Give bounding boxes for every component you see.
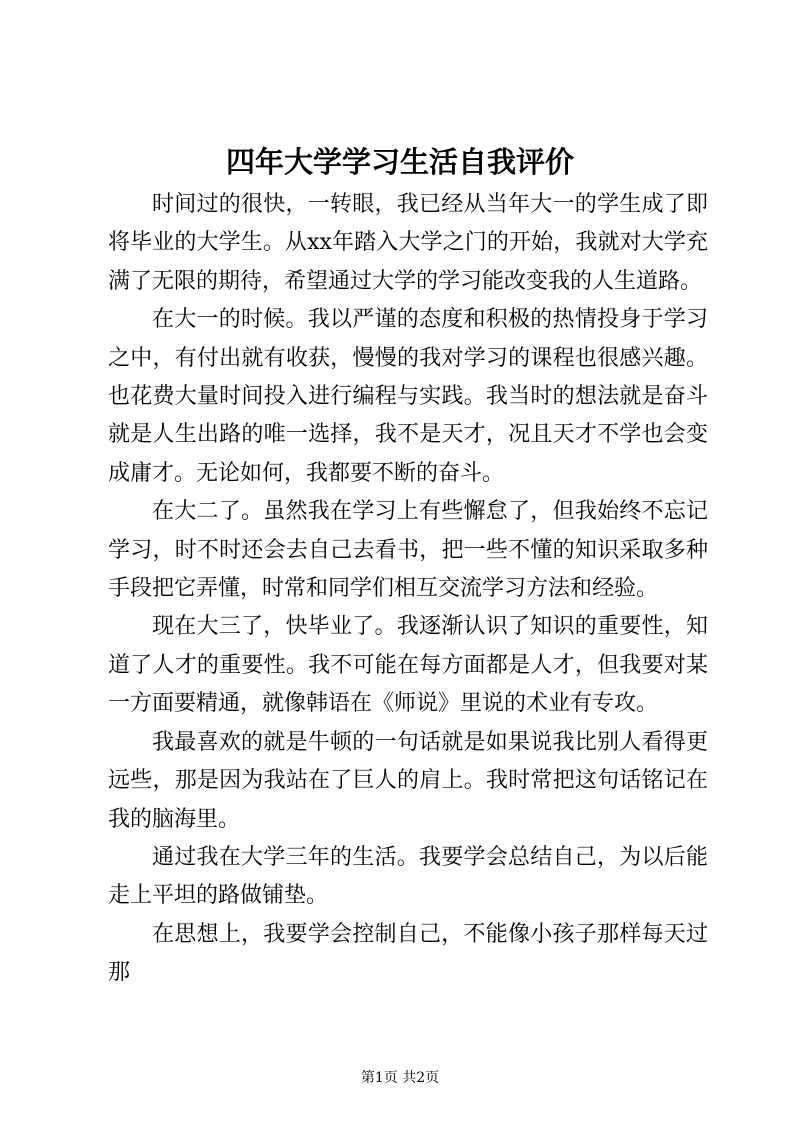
paragraph-4: 现在大三了，快毕业了。我逐渐认识了知识的重要性，知道了人才的重要性。我不可能在每方面都是人才，但我要对某一方面要精通，就像韩语在《师说》里说的术业有专攻。 — [108, 614, 708, 717]
page-footer: 第1页 共2页 — [360, 1070, 440, 1086]
paragraph-3: 在大二了。虽然我在学习上有些懈怠了，但我始终不忘记学习，时不时还会去自己去看书，把一些不懂的知识采取多种手段把它弄懂，时常和同学们相互交流学习方法和经验。 — [108, 499, 708, 602]
paragraph-1: 时间过的很快，一转眼，我已经从当年大一的学生成了即将毕业的大学生。从xx年踏入大学之门的开始，我就对大学充满了无限的期待，希望通过大学的学习能改变我的人生道路。 — [108, 192, 708, 294]
document-title: 四年大学学习生活自我评价 — [225, 145, 574, 179]
document-body — [108, 186, 708, 993]
paragraph-7: 在思想上，我要学会控制自己，不能像小孩子那样每天过那 — [108, 921, 708, 986]
paragraph-2: 在大一的时候。我以严谨的态度和积极的热情投身于学习之中，有付出就有收获，慢慢的我对学习的课程也很感兴趣。也花费大量时间投入进行编程与实践。我当时的想法就是奋斗就是人生出路的唯一选择，我不是天才，况且天才不学也会变成庸才。无论如何，我都要不断的奋斗。 — [108, 307, 708, 486]
paragraph-5: 我最喜欢的就是牛顿的一句话就是如果说我比别人看得更远些，那是因为我站在了巨人的肩上。我时常把这句话铭记在我的脑海里。 — [108, 729, 708, 832]
paragraph-6: 通过我在大学三年的生活。我要学会总结自己，为以后能走上平坦的路做铺垫。 — [108, 844, 708, 909]
